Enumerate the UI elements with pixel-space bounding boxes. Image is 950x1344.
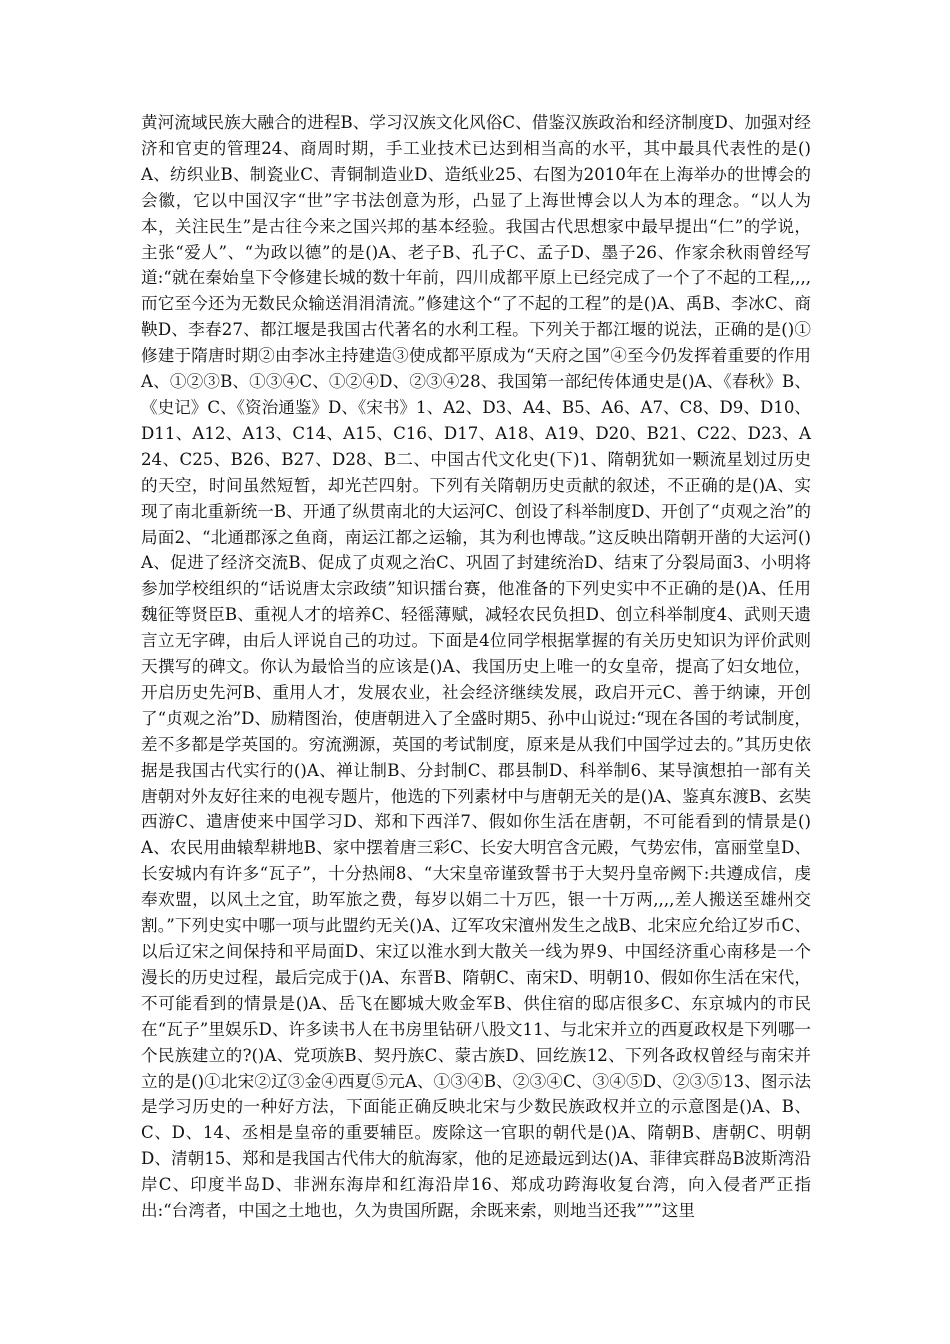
body-text: 黄河流域民族大融合的进程B、学习汉族文化风俗C、借鉴汉族政治和经济制度D、加强对经济和官吏的管理24、商周时期，手工业技术已达到相当高的水平，其中最具代表性的是()A、纺织业B、制瓷业C、青铜制造业D、造纸业25、右图为2010年在上海举办的世博会的会徽，它以中国汉字“世”字书法创意为形，凸显了上海世博会以人为本的理念。“以人为本，关注民生”是古往今来之国兴邦的基本经验。我国古代思想家中最早提出“仁”的学说，主张“爱人”、“为政以德”的是()A、老子B、孔子C、孟子D、墨子26、作家余秋雨曾经写道:“就在秦始皇下令修建长城的数十年前，四川成都平原上已经完成了一个了不起的工程,,,,而它至今还为无数民众输送涓涓清流。”修建这个“了不起的工程”的是()A、禹B、李冰C、商鞅D、李春27、都江堰是我国古代著名的水利工程。下列关于都江堰的说法，正确的是()①修建于隋唐时期②由李冰主持建造③使成都平原成为“天府之国”④至今仍发挥着重要的作用A、①②③B、①③④C、①②④D、②③④28、我国第一部纪传体通史是()A、《春秋》B、《史记》C、《资治通鉴》D、《宋书》1、A2、D3、A4、B5、A6、A7、C8、D9、D10、D11、A12、A13、C14、A15、C16、D17、A18、A19、D20、B21、C22、D23、A24、C25、B26、B27、D28、B二、中国古代文化史(下)1、隋朝犹如一颗流星划过历史的天空，时间虽然短暂，却光芒四射。下列有关隋朝历史贡献的叙述，不正确的是()A、实现了南北重新统一B、开通了纵贯南北的大运河C、创设了科举制度D、开创了“贞观之治”的局面2、“北通郡涿之鱼商，南运江都之运输，其为利也博哉。”这反映出隋朝开凿的大运河()A、促进了经济交流B、促成了贞观之治C、巩固了封建统治D、结束了分裂局面3、小明将参加学校组织的“话说唐太宗政绩”知识擂台赛，他准备的下列史实中不正确的是()A、任用魏征等贤臣B、重视人才的培养C、轻徭薄赋，减轻农民负担D、创立科举制度4、武则天遗言立无字碑，由后人评说自己的功过。下面是4位同学根据掌握的有关历史知识为评价武则天撰写的碑文。你认为最恰当的应该是()A、我国历史上唯一的女皇帝，提高了妇女地位，开启历史先河B、重用人才，发展农业，社会经济继续发展，政启开元C、善于纳谏，开创了“贞观之治”D、励精图治，使唐朝进入了全盛时期5、孙中山说过:“现在各国的考试制度，差不多都是学英国的。穷流溯源，英国的考试制度，原来是从我们中国学过去的。”其历史依据是我国古代实行的()A、禅让制B、分封制C、郡县制D、科举制6、某导演想拍一部有关唐朝对外友好往来的电视专题片，他选的下列素材中与唐朝无关的是()A、鉴真东渡B、玄奘西游C、遣唐使来中国学习D、郑和下西洋7、假如你生活在唐朝，不可能看到的情景是()A、农民用曲辕犁耕地B、家中摆着唐三彩C、长安大明宫含元殿，气势宏伟，富丽堂皇D、长安城内有许多“瓦子”，十分热闹8、“大宋皇帝谨致誓书于大契丹皇帝阙下:共遵成信，虔奉欢盟，以风土之宜，助军旅之费，每岁以娟二十万匹，银一十万两,,,,差人搬送至雄州交割。”下列史实中哪一项与此盟约无关()A、辽军攻宋澶州发生之战B、北宋应允给辽岁币C、以后辽宋之间保持和平局面D、宋辽以淮水到大散关一线为界9、中国经济重心南移是一个漫长的历史过程，最后完成于()A、东晋B、隋朝C、南宋D、明朝10、假如你生活在宋代，不可能看到的情景是()A、岳飞在郾城大败金军B、供住宿的邸店很多C、东京城内的市民在“瓦子”里娱乐D、许多读书人在书房里钻研八股文11、与北宋并立的西夏政权是下列哪一个民族建立的?()A、党项族B、契丹族C、蒙古族D、回纥族12、下列各政权曾经与南宋并立的是()①北宋②辽③金④西夏⑤元A、①③④B、②③④C、③④⑤D、②③⑤13、图示法是学习历史的一种好方法，下面能正确反映北宋与少数民族政权并立的示意图是()A、B、C、D、14、丞相是皇帝的重要辅臣。废除这一官职的朝代是()A、隋朝B、唐朝C、明朝D、清朝15、郑和是我国古代伟大的航海家，他的足迹最远到达()A、菲律宾群岛B波斯湾沿岸C、印度半岛D、非洲东海岸和红海沿岸16、郑成功跨海收复台湾，向入侵者严正指出:“台湾者，中国之土地也，久为贵国所踞，余既来索，则地当还我”””这里 <box>141 113 811 1221</box>
